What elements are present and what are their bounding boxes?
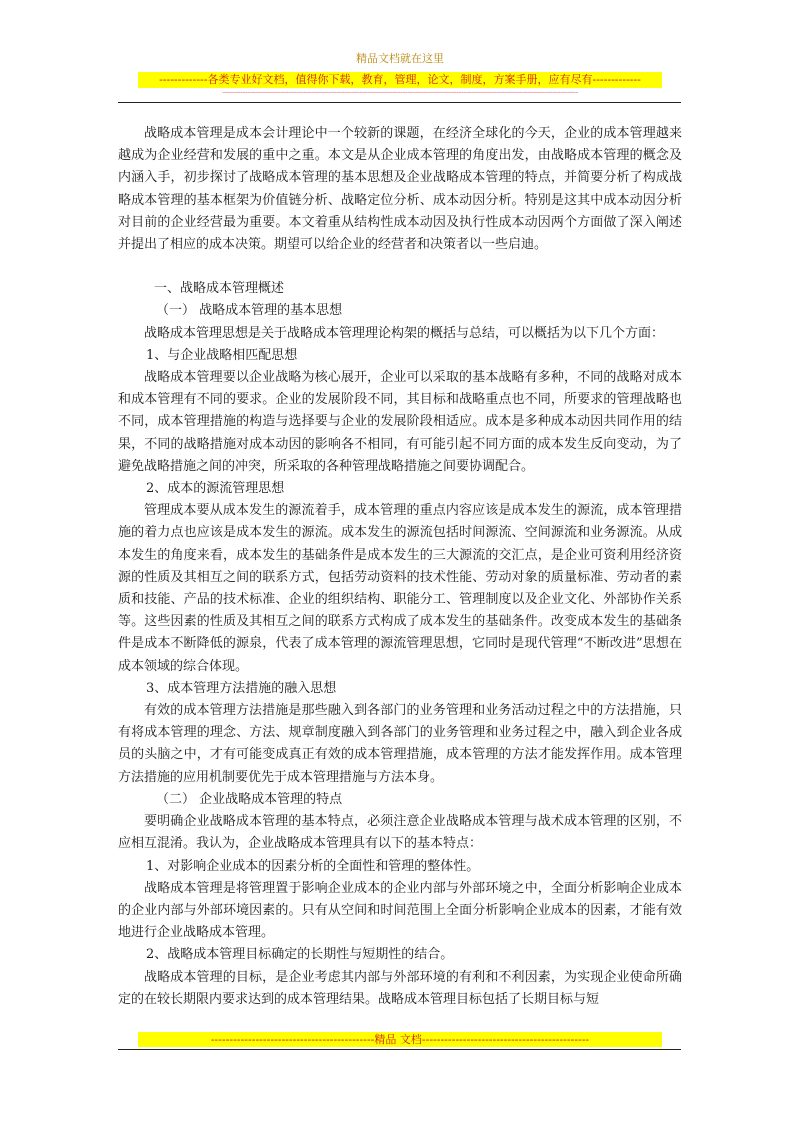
- header-banner: -------------各类专业好文档，值得你下载，教育，管理，论文，制度，方案手册，应有尽有-------------: [138, 72, 662, 88]
- paragraph-7: 战略成本管理的目标，是企业考虑其内部与外部环境的有利和不利因素，为实现企业使命所确定的在较长期限内要求达到的成本管理结果。战略成本管理目标包括了长期目标与短: [118, 969, 682, 1007]
- paragraph-gap: [118, 256, 682, 278]
- paragraph-3: 管理成本要从成本发生的源流着手，成本管理的重点内容应该是成本发生的源流，成本管理措施的着力点也应该是成本发生的源流。成本发生的源流包括时间源流、空间源流和业务源流。从成本发生的角度来看，成本发生的基础条件是成本发生的三大源流的交汇点，是企业可资利用经济资源的性质及其相互之间的联系方式，包括劳动资料的技术性能、劳动对象的质量标准、劳动者的素质和技能、产品的技术标准、企业的组织结构、职能分工、管理制度以及企业文化、外部协作关系等。这些因素的性质及其相互之间的联系方式构成了成本发生的基础条件。改变成本发生的基础条件是成本不断降低的源泉，代表了成本管理的源流管理思想，它同时是现代管理“不断改进”思想在成本领域的综合体现。: [118, 503, 682, 674]
- paragraph-6: 战略成本管理是将管理置于影响企业成本的企业内部与外部环境之中，全面分析影响企业成本的企业内部与外部环境因素的。只有从空间和时间范围上全面分析影响企业成本的因素，才能有效地进行企业战略成本管理。: [118, 880, 682, 941]
- header-dash-line: --------------------------------------------------------------------------------------------------------------------------------------------: [222, 88, 578, 98]
- document-body: [118, 123, 682, 1011]
- point-heading-4: 1、对影响企业成本的因素分析的全面性和管理的整体性。: [146, 858, 480, 874]
- header-title: 精品文档就在这里: [356, 52, 444, 65]
- paragraph-4: 有效的成本管理方法措施是那些融入到各部门的业务管理和业务活动过程之中的方法措施，只有将成本管理的理念、方法、规章制度融入到各部门的业务管理和业务过程之中，融入到企业各成员的头脑之中，才有可能变成真正有效的成本管理措施，成本管理的方法才能发挥作用。成本管理方法措施的应用机制要优先于成本管理措施与方法本身。: [118, 703, 682, 785]
- point-heading-1: 1、与企业战略相匹配思想: [146, 347, 298, 363]
- paragraph-2: 战略成本管理要以企业战略为核心展开，企业可以采取的基本战略有多种，不同的战略对成本和成本管理有不同的要求。企业的发展阶段不同，其目标和战略重点也不同，所要求的管理战略也不同，成本管理措施的构造与选择要与企业的发展阶段相适应。成本是多种成本动因共同作用的结果，不同的战略措施对成本动因的影响各不相同，有可能引起不同方面的成本发生反向变动，为了避免战略措施之间的冲突，所采取的各种管理战略措施之间要协调配合。: [118, 370, 682, 474]
- point-heading-5: 2、战略成本管理目标确定的长期性与短期性的结合。: [146, 947, 454, 963]
- section-heading-1: 一、战略成本管理概述: [154, 281, 285, 297]
- footer-rule: [118, 1049, 681, 1050]
- paragraph-1: 战略成本管理思想是关于战略成本管理理论构架的概括与总结，可以概括为以下几个方面：: [144, 325, 665, 341]
- footer-banner: --------------------------------------------精品 文档---------------------------------------------: [138, 1032, 662, 1047]
- paragraph-5: 要明确企业战略成本管理的基本特点，必须注意企业战略成本管理与战术成本管理的区别，不应相互混淆。我认为，企业战略成本管理具有以下的基本特点：: [118, 814, 682, 852]
- header-rule: [118, 102, 681, 103]
- subsection-heading-2: （二） 企业战略成本管理的特点: [156, 791, 343, 807]
- intro-paragraph: 战略成本管理是成本会计理论中一个较新的课题，在经济全球化的今天，企业的成本管理越来越成为企业经营和发展的重中之重。本文是从企业成本管理的角度出发，由战略成本管理的概念及内涵入手，初步探讨了战略成本管理的基本思想及企业战略成本管理的特点，并简要分析了构成战略成本管理的基本框架为价值链分析、战略定位分析、成本动因分析。特别是这其中成本动因分析对目前的企业经营最为重要。本文着重从结构性成本动因及执行性成本动因两个方面做了深入阐述并提出了相应的成本决策。期望可以给企业的经营者和决策者以一些启迪。: [118, 126, 682, 253]
- point-heading-3: 3、成本管理方法措施的融入思想: [146, 680, 337, 696]
- point-heading-2: 2、成本的源流管理思想: [146, 481, 285, 497]
- subsection-heading-1: （一） 战略成本管理的基本思想: [156, 303, 343, 319]
